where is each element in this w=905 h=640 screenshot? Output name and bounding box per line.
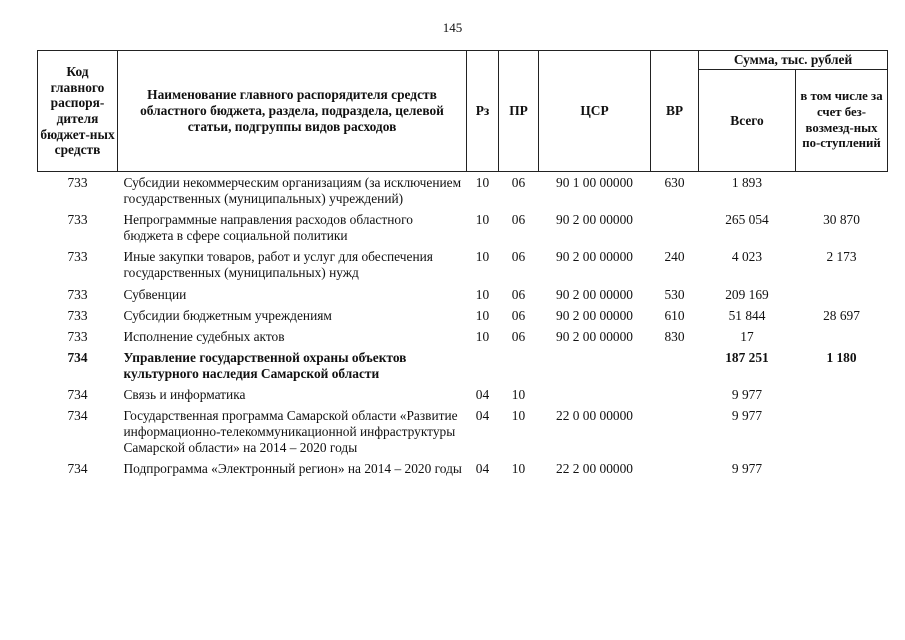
cell-vr: 530 xyxy=(664,286,685,302)
cell-rz: 04 xyxy=(475,386,490,402)
cell-code: 734 xyxy=(67,349,88,365)
table-row xyxy=(38,326,888,347)
cell-vr xyxy=(651,347,699,384)
cell-incl: 28 697 xyxy=(823,307,860,323)
cell-total: 9 977 xyxy=(731,386,763,402)
cell-name: Иные закупки товаров, работ и услуг для обеспечения государственных (муниципальных) нужд xyxy=(123,249,433,281)
cell-csr: 90 2 00 00000 xyxy=(556,286,633,302)
cell-rz: 10 xyxy=(475,175,490,191)
cell-csr xyxy=(539,384,651,405)
cell-incl xyxy=(796,172,888,210)
cell-rz: 10 xyxy=(475,249,490,265)
header-rz: Рз xyxy=(467,51,499,172)
table-row xyxy=(38,284,888,305)
cell-csr: 22 2 00 00000 xyxy=(556,461,633,477)
cell-incl xyxy=(796,458,888,479)
cell-total: 209 169 xyxy=(725,286,769,302)
header-pr: ПР xyxy=(499,51,539,172)
header-name: Наименование главного распорядителя средств областного бюджета, раздела, подраздела, целевой статьи, подгруппы видов расходов xyxy=(118,51,467,172)
cell-name: Субсидии некоммерческим организациям (за исключением государственных (муниципальных) учреждений) xyxy=(123,175,462,207)
cell-csr: 90 2 00 00000 xyxy=(556,307,633,323)
cell-pr: 10 xyxy=(511,461,526,477)
cell-total: 9 977 xyxy=(731,408,763,424)
cell-vr xyxy=(651,384,699,405)
cell-total: 9 977 xyxy=(731,461,763,477)
table-row xyxy=(38,347,888,384)
cell-code: 733 xyxy=(67,286,88,302)
header-sum-group: Сумма, тыс. рублей xyxy=(699,51,888,70)
cell-total: 265 054 xyxy=(725,212,769,228)
cell-vr: 630 xyxy=(664,175,685,191)
cell-csr: 90 2 00 00000 xyxy=(556,249,633,265)
cell-pr xyxy=(499,347,539,384)
cell-total: 4 023 xyxy=(731,249,763,265)
cell-name: Связь и информатика xyxy=(123,386,246,402)
cell-code: 733 xyxy=(67,212,88,228)
header-vr: ВР xyxy=(651,51,699,172)
cell-vr xyxy=(651,405,699,458)
cell-total: 51 844 xyxy=(728,307,766,323)
cell-vr: 830 xyxy=(664,328,685,344)
cell-rz: 10 xyxy=(475,307,490,323)
cell-pr: 06 xyxy=(511,307,526,323)
cell-pr: 06 xyxy=(511,212,526,228)
cell-code: 733 xyxy=(67,307,88,323)
cell-csr: 90 1 00 00000 xyxy=(556,175,633,191)
cell-incl: 30 870 xyxy=(823,212,860,228)
table-header xyxy=(38,51,888,172)
cell-pr: 10 xyxy=(511,386,526,402)
table-row xyxy=(38,405,888,458)
cell-name: Исполнение судебных актов xyxy=(123,328,285,344)
cell-name: Субсидии бюджетным учреждениям xyxy=(123,307,332,323)
cell-incl: 1 180 xyxy=(826,349,857,365)
table-body xyxy=(38,172,888,480)
cell-pr: 06 xyxy=(511,175,526,191)
cell-rz: 10 xyxy=(475,328,490,344)
table-row xyxy=(38,384,888,405)
cell-incl: 2 173 xyxy=(826,249,857,265)
cell-csr xyxy=(539,347,651,384)
table-row xyxy=(38,305,888,326)
page-number: 145 xyxy=(442,20,463,35)
cell-incl xyxy=(796,284,888,305)
cell-rz: 10 xyxy=(475,286,490,302)
cell-name: Управление государственной охраны объектов культурного наследия Самарской области xyxy=(123,349,407,381)
cell-code: 734 xyxy=(67,461,88,477)
cell-rz xyxy=(467,347,499,384)
header-code: Код главного распоря-дителя бюджет-ных средств xyxy=(38,51,118,172)
cell-code: 733 xyxy=(67,175,88,191)
cell-rz: 04 xyxy=(475,408,490,424)
cell-pr: 06 xyxy=(511,249,526,265)
cell-incl xyxy=(796,384,888,405)
cell-vr: 240 xyxy=(664,249,685,265)
cell-total: 1 893 xyxy=(731,175,763,191)
cell-rz: 10 xyxy=(475,212,490,228)
table-row xyxy=(38,458,888,479)
cell-pr: 10 xyxy=(511,408,526,424)
cell-code: 733 xyxy=(67,249,88,265)
cell-name: Непрограммные направления расходов областного бюджета в сфере социальной политики xyxy=(123,212,413,244)
cell-code: 734 xyxy=(67,386,88,402)
cell-total: 17 xyxy=(740,328,754,344)
cell-csr: 90 2 00 00000 xyxy=(556,212,633,228)
table-row xyxy=(38,209,888,246)
cell-incl xyxy=(796,326,888,347)
header-csr: ЦСР xyxy=(539,51,651,172)
header-incl: в том числе за счет без-возмезд-ных по-ступлений xyxy=(796,70,888,172)
cell-name: Государственная программа Самарской области «Развитие информационно-телекоммуникационной инфраструктуры Самарской области» на 2014 – 2020 годы xyxy=(123,408,458,456)
cell-code: 734 xyxy=(67,408,88,424)
cell-vr xyxy=(651,458,699,479)
cell-rz: 04 xyxy=(475,461,490,477)
cell-total: 187 251 xyxy=(725,349,769,365)
cell-vr xyxy=(651,209,699,246)
cell-csr: 22 0 00 00000 xyxy=(556,408,633,424)
budget-table xyxy=(37,50,888,479)
cell-code: 733 xyxy=(67,328,88,344)
table-row xyxy=(38,246,888,283)
table-row xyxy=(38,172,888,210)
cell-vr: 610 xyxy=(664,307,685,323)
cell-pr: 06 xyxy=(511,328,526,344)
cell-name: Субвенции xyxy=(123,286,187,302)
cell-name: Подпрограмма «Электронный регион» на 2014 – 2020 годы xyxy=(123,461,462,477)
cell-pr: 06 xyxy=(511,286,526,302)
cell-csr: 90 2 00 00000 xyxy=(556,328,633,344)
cell-incl xyxy=(796,405,888,458)
header-total: Всего xyxy=(699,70,796,172)
